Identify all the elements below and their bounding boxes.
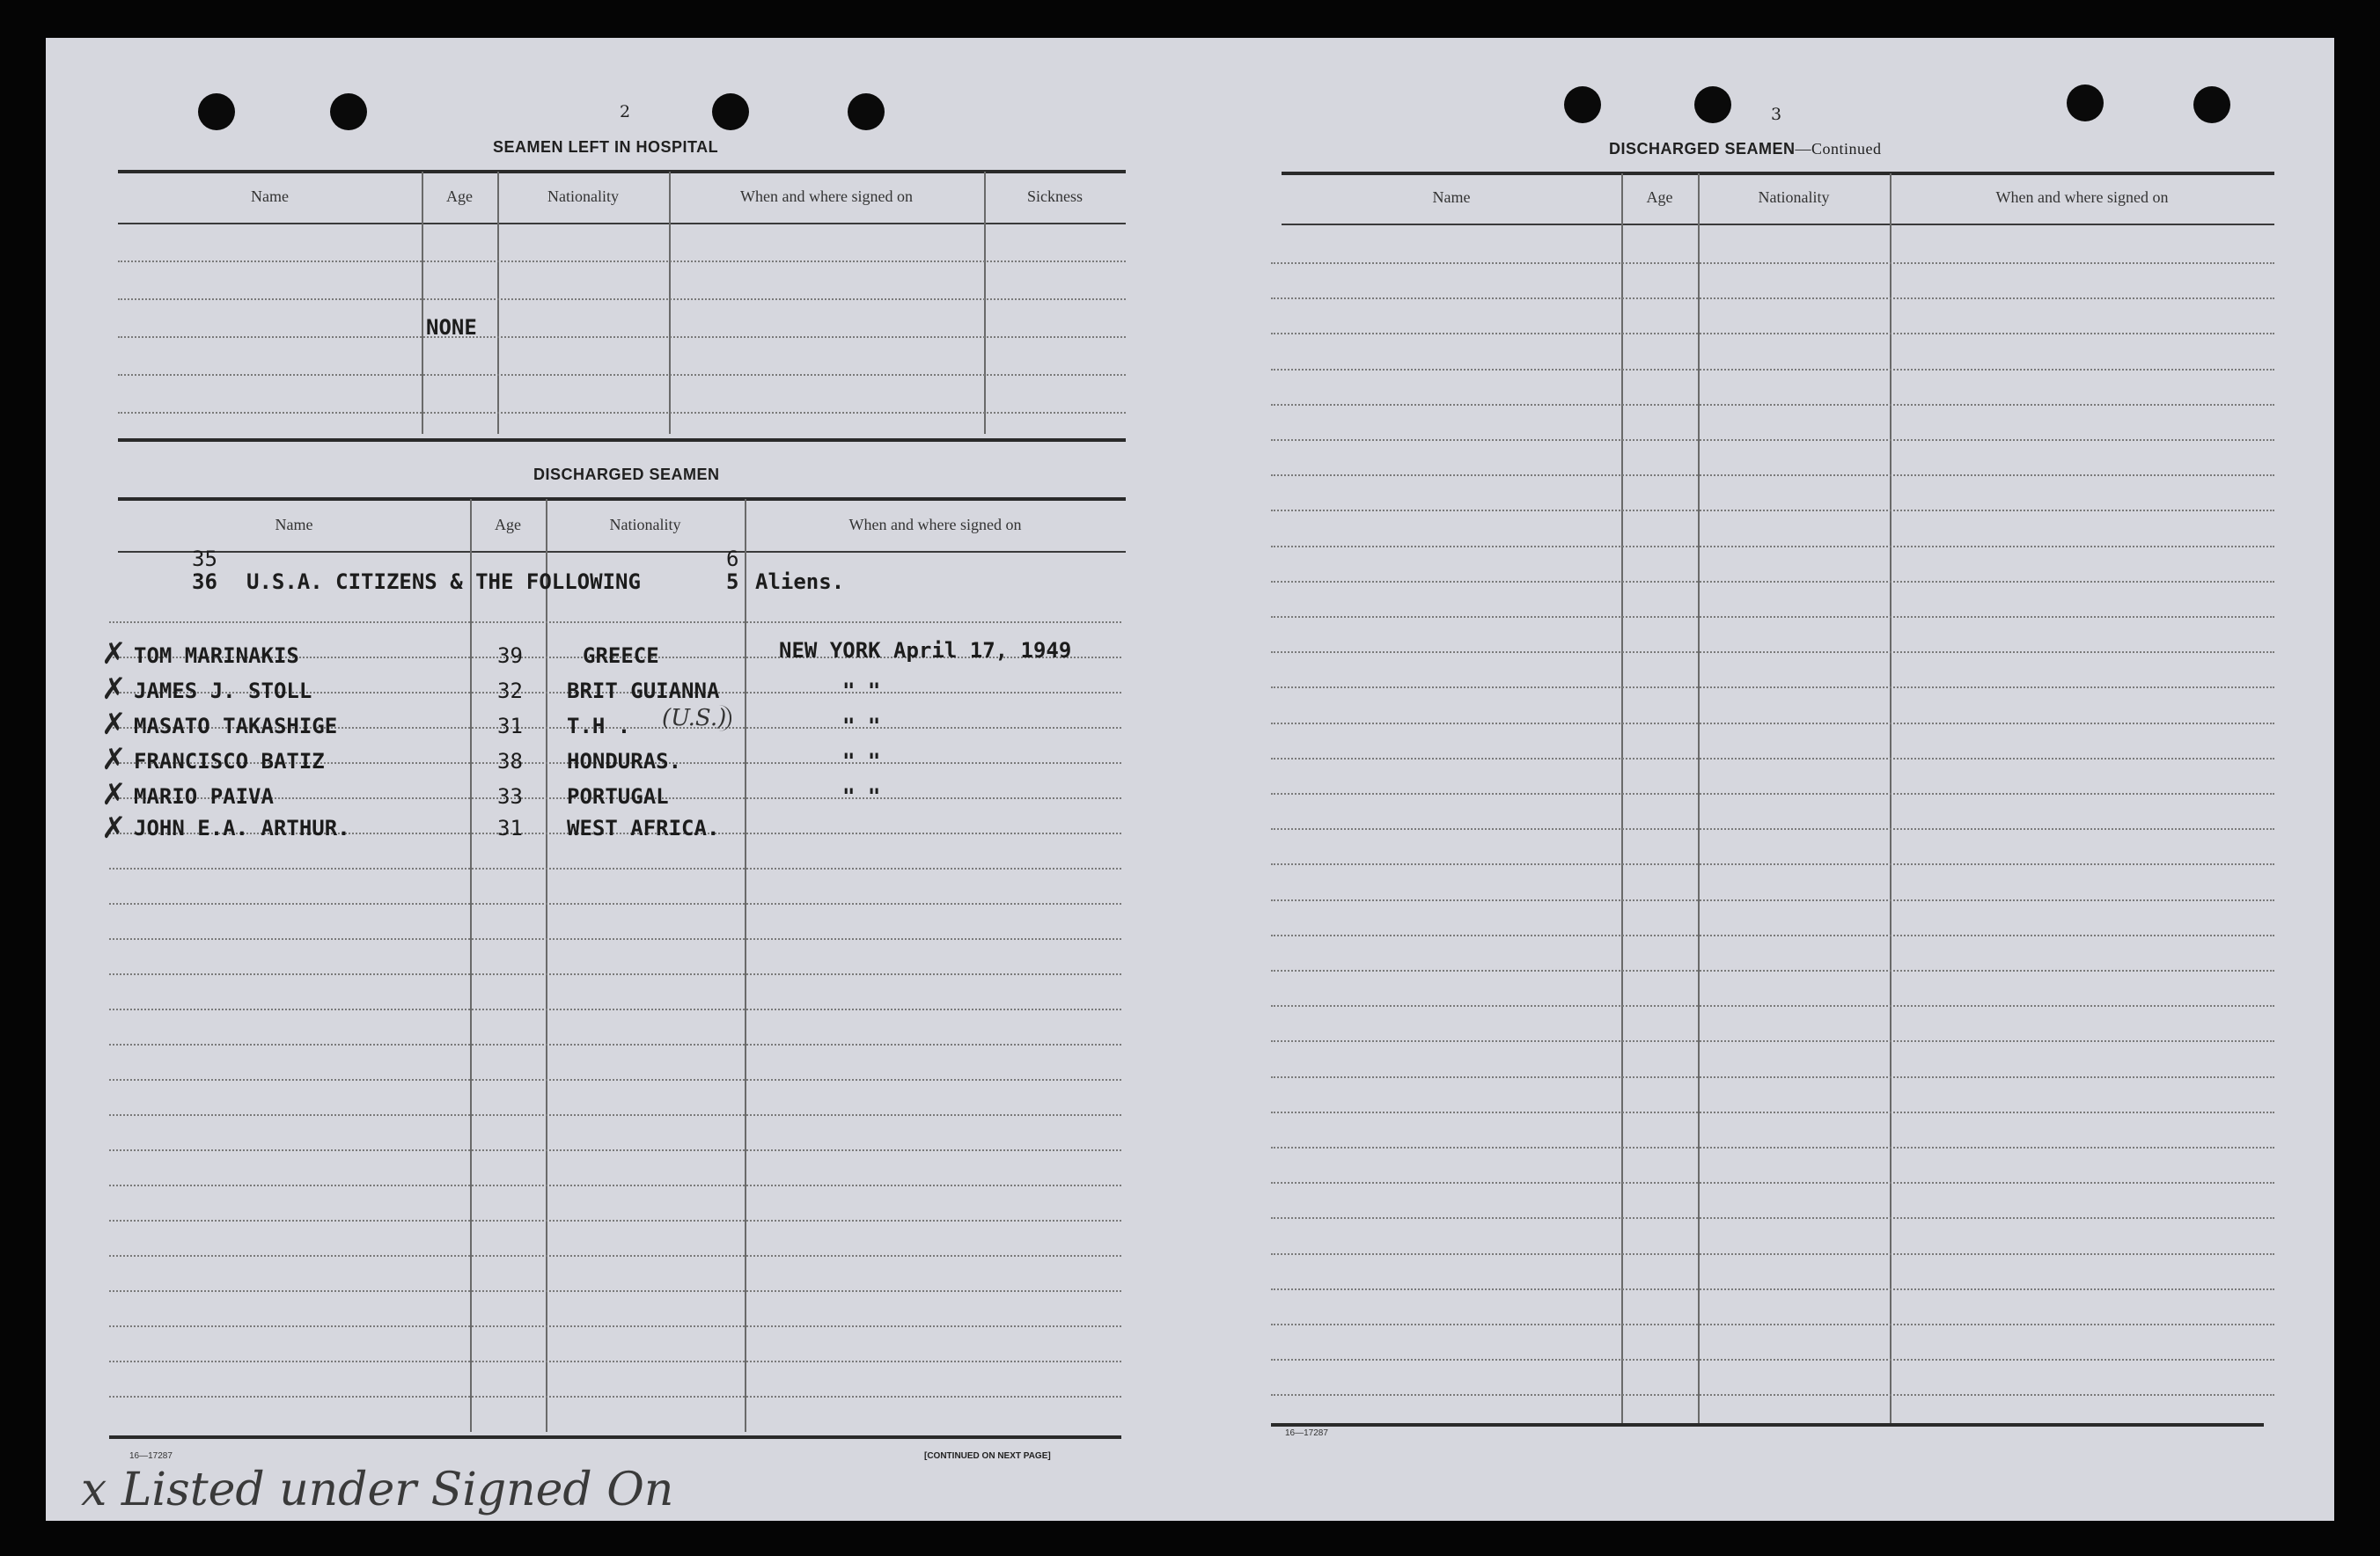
ruled-line xyxy=(1271,1288,2274,1290)
ruled-line xyxy=(109,1185,1121,1186)
check-x-mark: ✗ xyxy=(101,672,127,707)
seaman-nationality: HONDURAS. xyxy=(567,749,682,774)
ruled-line xyxy=(1271,1076,2274,1078)
hospital-row-line xyxy=(118,298,1126,300)
form-number-right: 16—17287 xyxy=(1285,1428,1328,1438)
ruled-line xyxy=(1271,333,2274,334)
seaman-age: 31 xyxy=(497,714,523,738)
right-col-divider xyxy=(1698,173,1700,1423)
ruled-line xyxy=(1271,474,2274,476)
ruled-line xyxy=(109,938,1121,940)
discharged-col-name: Name xyxy=(275,516,313,533)
ruled-line xyxy=(1271,1217,2274,1219)
ruled-line xyxy=(109,868,1121,870)
ruled-line xyxy=(1271,828,2274,830)
hospital-table-top-rule xyxy=(118,170,1126,173)
ruled-line xyxy=(109,1044,1121,1046)
ruled-line xyxy=(109,621,1121,623)
ruled-line xyxy=(1271,1005,2274,1007)
aliens-text: Aliens. xyxy=(755,569,845,594)
hospital-table-bottom-rule xyxy=(118,438,1126,442)
ruled-line xyxy=(109,1255,1121,1257)
seaman-name: MARIO PAIVA xyxy=(134,784,274,809)
seaman-nationality: GREECE xyxy=(583,643,659,668)
right-col-name: Name xyxy=(1432,188,1471,206)
ruled-line xyxy=(1271,616,2274,618)
seaman-age: 39 xyxy=(497,643,523,668)
ruled-line xyxy=(1271,262,2274,264)
citizens-count-corrected: 35 xyxy=(192,547,217,571)
check-x-mark: ✗ xyxy=(101,811,127,846)
right-table-bottom-rule xyxy=(1271,1423,2264,1427)
ruled-line xyxy=(1271,1324,2274,1325)
discharged-continued-suffix: —Continued xyxy=(1795,140,1882,158)
seaman-signed-on: " " xyxy=(842,714,881,738)
ruled-line xyxy=(1271,1359,2274,1361)
discharged-col-divider xyxy=(546,499,547,1432)
check-x-mark: ✗ xyxy=(101,636,127,672)
ruled-line xyxy=(109,1325,1121,1327)
right-col-nationality: Nationality xyxy=(1758,188,1830,206)
punch-hole xyxy=(712,93,749,130)
ruled-line xyxy=(109,1009,1121,1010)
aliens-count-original: 5 xyxy=(726,569,739,594)
hospital-col-name: Name xyxy=(251,187,289,205)
ruled-line xyxy=(109,973,1121,975)
seaman-name: JAMES J. STOLL xyxy=(134,679,312,703)
discharged-section-title: DISCHARGED SEAMEN xyxy=(533,466,720,483)
discharged-table-bottom-rule xyxy=(109,1435,1121,1439)
discharged-header-rule xyxy=(118,551,1126,553)
punch-hole xyxy=(1694,86,1731,123)
ruled-line xyxy=(109,1396,1121,1398)
ruled-line xyxy=(1271,404,2274,406)
seaman-name: JOHN E.A. ARTHUR. xyxy=(134,816,350,840)
right-col-divider xyxy=(1890,173,1892,1423)
seaman-name: FRANCISCO BATIZ xyxy=(134,749,325,774)
ruled-line xyxy=(1271,439,2274,441)
check-x-mark: ✗ xyxy=(101,707,127,742)
ruled-line xyxy=(1271,899,2274,901)
continued-note: [CONTINUED ON NEXT PAGE] xyxy=(924,1451,1051,1461)
hospital-section-title: SEAMEN LEFT IN HOSPITAL xyxy=(493,138,719,156)
hospital-col-age: Age xyxy=(446,187,473,205)
seaman-name: TOM MARINAKIS xyxy=(134,643,299,668)
hospital-row-line xyxy=(118,336,1126,338)
right-col-signed-on: When and where signed on xyxy=(1995,188,2169,206)
punch-hole xyxy=(2067,84,2104,121)
punch-hole xyxy=(2193,86,2230,123)
discharged-col-divider xyxy=(745,499,746,1432)
ruled-line xyxy=(1271,863,2274,865)
bottom-handwritten-note: x Listed under Signed On xyxy=(81,1464,674,1516)
discharged-col-divider xyxy=(470,499,472,1432)
seaman-signed-on: " " xyxy=(842,679,881,703)
discharged-col-nationality: Nationality xyxy=(609,516,681,533)
seaman-age: 33 xyxy=(497,784,523,809)
punch-hole xyxy=(1564,86,1601,123)
right-col-divider xyxy=(1621,173,1623,1423)
ruled-line xyxy=(1271,970,2274,972)
ruled-line xyxy=(109,1079,1121,1081)
hospital-row-line xyxy=(118,261,1126,262)
ruled-line xyxy=(109,1114,1121,1116)
discharged-col-signed-on: When and where signed on xyxy=(848,516,1022,533)
ruled-line xyxy=(1271,793,2274,795)
seaman-age: 31 xyxy=(497,816,523,840)
hospital-col-divider xyxy=(669,172,671,434)
hospital-row-line xyxy=(118,412,1126,414)
punch-hole xyxy=(330,93,367,130)
hospital-row-line xyxy=(118,374,1126,376)
discharged-continued-title xyxy=(1609,140,1882,158)
seaman-age: 38 xyxy=(497,749,523,774)
hospital-col-divider xyxy=(422,172,423,434)
citizens-text: U.S.A. CITIZENS & THE FOLLOWING xyxy=(246,569,641,594)
ruled-line xyxy=(1271,651,2274,653)
ruled-line xyxy=(1271,1253,2274,1255)
ruled-line xyxy=(109,1149,1121,1151)
hospital-col-divider xyxy=(984,172,986,434)
handwritten-us-note: (U.S.) xyxy=(662,705,731,731)
ruled-line xyxy=(1271,758,2274,760)
ruled-line xyxy=(109,1290,1121,1292)
seaman-name: MASATO TAKASHIGE xyxy=(134,714,338,738)
punch-hole xyxy=(848,93,885,130)
seaman-nationality: WEST AFRICA. xyxy=(567,816,720,840)
discharged-col-age: Age xyxy=(495,516,521,533)
check-x-mark: ✗ xyxy=(101,777,127,812)
ruled-line xyxy=(1271,581,2274,583)
hospital-col-sickness: Sickness xyxy=(1027,187,1083,205)
hospital-col-signed-on: When and where signed on xyxy=(740,187,913,205)
right-col-age: Age xyxy=(1646,188,1673,206)
seaman-nationality: T.H . xyxy=(567,714,631,738)
aliens-count-corrected: 6 xyxy=(726,547,739,571)
ruled-line xyxy=(1271,510,2274,511)
ruled-line xyxy=(1271,297,2274,299)
seaman-age: 32 xyxy=(497,679,523,703)
ruled-line xyxy=(1271,1147,2274,1149)
ruled-line xyxy=(1271,723,2274,724)
punch-hole xyxy=(198,93,235,130)
hospital-col-nationality: Nationality xyxy=(547,187,619,205)
ruled-line xyxy=(1271,1040,2274,1042)
seaman-signed-on: " " xyxy=(842,784,881,809)
form-number-left: 16—17287 xyxy=(129,1451,173,1461)
seaman-nationality: PORTUGAL xyxy=(567,784,669,809)
page-number-right: 3 xyxy=(1771,105,1782,124)
hospital-col-divider xyxy=(497,172,499,434)
page-number-left: 2 xyxy=(620,102,631,121)
hospital-header-rule xyxy=(118,223,1126,224)
discharged-continued-title-main: DISCHARGED SEAMEN xyxy=(1609,140,1796,158)
ruled-line xyxy=(1271,686,2274,688)
hospital-none-entry: NONE xyxy=(426,315,477,340)
seaman-signed-on: NEW YORK April 17, 1949 xyxy=(779,638,1072,663)
ruled-line xyxy=(1271,369,2274,371)
citizens-count-original: 36 xyxy=(192,569,217,594)
ruled-line xyxy=(109,903,1121,905)
ruled-line xyxy=(1271,1394,2274,1396)
right-header-rule xyxy=(1282,224,2274,225)
ruled-line xyxy=(109,1361,1121,1362)
ruled-line xyxy=(1271,935,2274,936)
check-x-mark: ✗ xyxy=(101,742,127,777)
manifest-sheet xyxy=(46,38,2334,1521)
ruled-line xyxy=(1271,1112,2274,1113)
ruled-line xyxy=(1271,1182,2274,1184)
right-table-top-rule xyxy=(1282,172,2274,175)
seaman-signed-on: " " xyxy=(842,749,881,774)
seaman-nationality: BRIT GUIANNA xyxy=(567,679,720,703)
discharged-table-top-rule xyxy=(118,497,1126,501)
ruled-line xyxy=(109,1220,1121,1222)
ruled-line xyxy=(1271,546,2274,547)
